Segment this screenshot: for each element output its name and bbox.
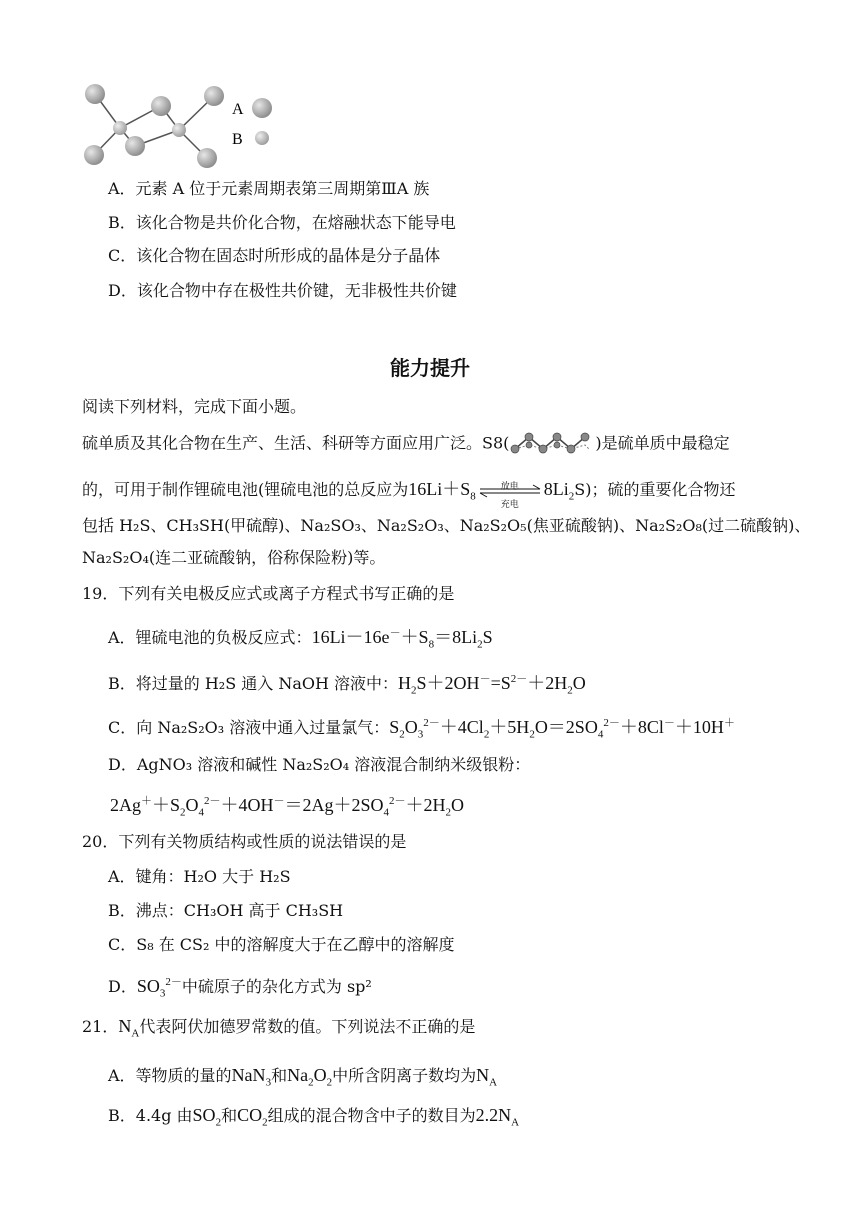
legend-atom-a [252, 98, 272, 118]
q18-option-a: A．元素 A 位于元素周期表第三周期第ⅢA 族 [108, 179, 430, 198]
q19-option-b-equation: $H_2S+2OH^-=S^{2-}+2H_2O$ [398, 673, 586, 697]
material-line-1-b: )是硫单质中最稳定 [595, 433, 730, 453]
material-line-3: 包括 H₂S、CH₃SH(甲硫醇)、Na₂SO₃、Na₂S₂O₃、Na₂S₂O₅(焦亚硫酸钠)、Na₂S₂O₈(过二硫酸钠)、 [82, 516, 811, 535]
material-line-2-b: S)；硫的重要化合物还 [574, 480, 736, 499]
atom-a [85, 84, 105, 104]
q21-option-b: B．4.4g 由$SO_2$和$CO_2$组成的混合物含中子的数目为$2.2N_A$ [108, 1105, 520, 1129]
material-line-4: Na₂S₂O₄(连二亚硫酸钠，俗称保险粉)等。 [82, 548, 386, 567]
q19-option-c: C．向 Na₂S₂O₃ 溶液中通入过量氯气：$S_2O_3^{2-}+4Cl_2+5H_2O=2SO_4^{2-}+8Cl^-+10H^+$ [108, 717, 735, 741]
molecule-structure-figure [80, 82, 280, 174]
q19-option-a-equation: $16Li-16e^-+S_8=8Li_2S$ [311, 627, 493, 651]
atom-b [172, 123, 186, 137]
q18-option-c: C．该化合物在固态时所形成的晶体是分子晶体 [108, 246, 441, 265]
charge-label: 充电 [500, 499, 519, 510]
atom-a [204, 86, 224, 106]
reaction-reactants: $16Li+S_8$ [408, 479, 476, 503]
material-line-2-a: 的，可用于制作锂硫电池(锂硫电池的总反应为 [82, 480, 409, 499]
q19-option-d: D．AgNO₃ 溶液和碱性 Na₂S₂O₄ 溶液混合制纳米级银粉： [108, 755, 531, 774]
legend-atom-b [255, 131, 269, 145]
atom-a [197, 148, 217, 168]
material-line-2 [82, 478, 735, 508]
reading-intro: 阅读下列材料，完成下面小题。 [82, 397, 307, 416]
avogadro-symbol: $N_A$ [118, 1016, 140, 1040]
atom-a [151, 96, 171, 116]
q19-option-d-equation: $2Ag^++S_2O_4^{2-}+4OH^-=2Ag+2SO_4^{2-}+2H_2O$ [110, 795, 465, 819]
legend-label-a: A [232, 101, 244, 118]
legend-label-b: B [232, 131, 243, 148]
q19-option-a: A．锂硫电池的负极反应式：$16Li-16e^-+S_8=8Li_2S$ [108, 627, 493, 651]
atom-a [125, 136, 145, 156]
q20-stem: 20．下列有关物质结构或性质的说法错误的是 [82, 832, 407, 851]
q20-option-b: B．沸点：CH₃OH 高于 CH₃SH [108, 901, 344, 920]
material-line-1 [82, 431, 730, 457]
q19-option-c-equation: $S_2O_3^{2-}+4Cl_2+5H_2O=2SO_4^{2-}+8Cl^-+10H^+$ [389, 717, 735, 741]
q18-option-d: D．该化合物中存在极性共价键，无非极性共价键 [108, 281, 457, 300]
reversible-arrow [478, 480, 542, 510]
material-line-1-a: 硫单质及其化合物在生产、生活、科研等方面应用广泛。S8( [82, 433, 510, 453]
q20-option-d: D．$SO_3^{2-}$中硫原子的杂化方式为 sp² [108, 976, 372, 1000]
atom-b [113, 121, 127, 135]
q21-stem: 21．$N_A$代表阿伏加德罗常数的值。下列说法不正确的是 [82, 1016, 476, 1040]
q18-option-b: B．该化合物是共价化合物，在熔融状态下能导电 [108, 213, 456, 232]
q20-option-c: C．S₈ 在 CS₂ 中的溶解度大于在乙醇中的溶解度 [108, 935, 455, 954]
s8-crown-molecule-icon [509, 431, 595, 457]
atom-a [84, 145, 104, 165]
discharge-label: 放电 [500, 481, 519, 492]
q21-option-a: A．等物质的量的NaN$_3$和$Na_2O_2$中所含阴离子数均为$N_A$ [108, 1065, 498, 1089]
q19-stem: 19．下列有关电极反应式或离子方程式书写正确的是 [82, 584, 455, 603]
q19-option-b: B．将过量的 H₂S 通入 NaOH 溶液中：$H_2S+2OH^-=S^{2-}+2H_2O$ [108, 673, 586, 697]
q20-option-a: A．键角：H₂O 大于 H₂S [108, 867, 291, 886]
section-title: 能力提升 [390, 356, 470, 380]
reaction-products: $8Li_2$ [543, 479, 575, 503]
sulfite-ion: $SO_3^{2-}$ [136, 976, 182, 1000]
